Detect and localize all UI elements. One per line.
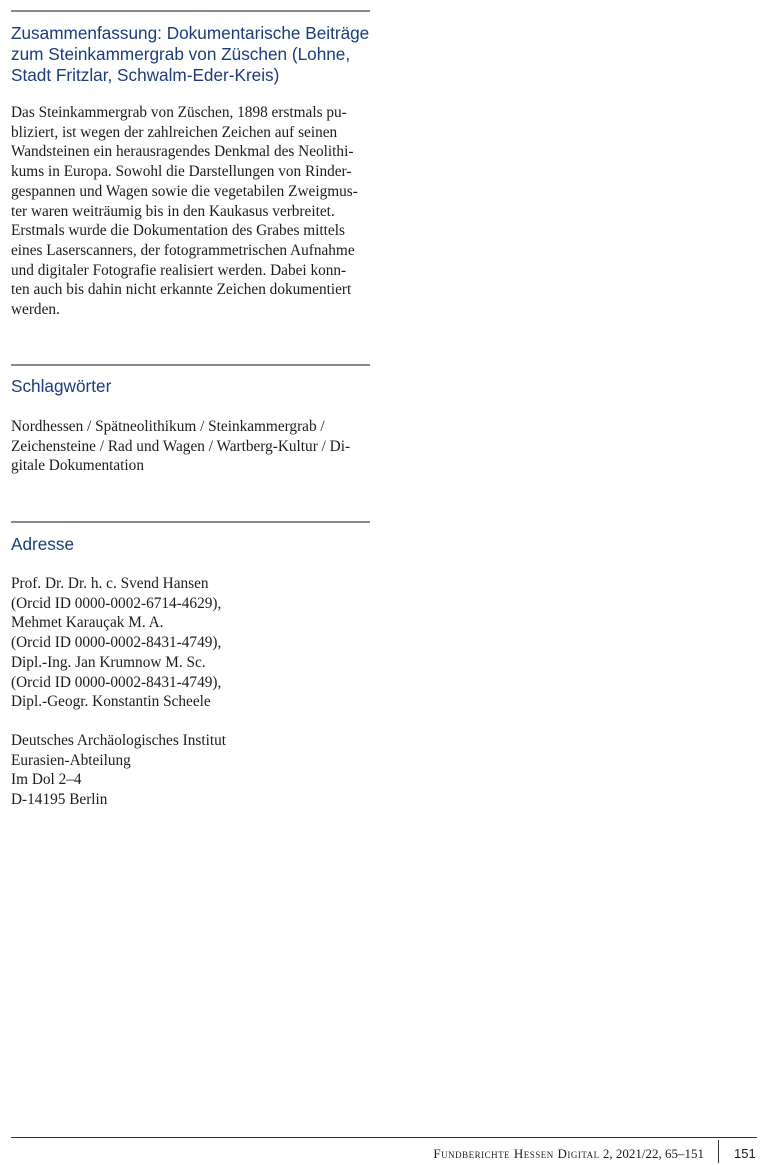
institution-line: Im Dol 2–4 — [11, 771, 82, 789]
summary-line: Erstmals wurde die Dokumentation des Grabes mittels — [11, 222, 345, 240]
author-line: (Orcid ID 0000-0002-6714-4629), — [11, 594, 222, 612]
address-authors — [11, 574, 370, 712]
summary-line: kums in Europa. Sowohl die Darstellungen von Rinder- — [11, 163, 352, 181]
journal-citation: 2, 2021/22, 65–151 — [602, 1146, 704, 1161]
summary-text — [11, 103, 370, 320]
summary-line: Das Steinkammergrab von Züschen, 1898 erstmals pu- — [11, 104, 347, 121]
keywords-text — [11, 417, 370, 476]
journal-name: Fundberichte Hessen Digital — [433, 1146, 600, 1161]
author-line: Prof. Dr. Dr. h. c. Svend Hansen — [11, 575, 209, 592]
summary-line: Wandsteinen ein herausragendes Denkmal des Neolithi- — [11, 143, 354, 161]
author-line: Mehmet Karauçak M. A. — [11, 614, 164, 632]
footer-divider — [11, 1137, 757, 1138]
author-line: Dipl.-Geogr. Konstantin Scheele — [11, 693, 211, 711]
section-divider — [11, 10, 370, 12]
institution-line: Deutsches Archäologisches Institut — [11, 732, 226, 749]
keywords-line: Nordhessen / Spätneolithikum / Steinkammergrab / — [11, 418, 325, 435]
page-number: 151 — [734, 1146, 756, 1161]
section-divider — [11, 364, 370, 366]
summary-line: und digitaler Fotografie realisiert werden. Dabei konn- — [11, 261, 347, 279]
summary-heading: Zusammenfassung: Dokumentarische Beiträge zum Steinkammergrab von Züschen (Lohne, Stadt Fritzlar, Schwalm-Eder-Kreis) — [11, 23, 370, 85]
section-divider — [11, 521, 370, 523]
author-line: (Orcid ID 0000-0002-8431-4749), — [11, 634, 222, 652]
author-line: Dipl.-Ing. Jan Krumnow M. Sc. — [11, 653, 206, 671]
keywords-heading: Schlagwörter — [11, 376, 112, 396]
footer-separator — [718, 1140, 719, 1163]
keywords-line: Zeichensteine / Rad und Wagen / Wartberg-Kultur / Di- — [11, 437, 351, 455]
summary-line: eines Laserscanners, der fotogrammetrischen Aufnahme — [11, 241, 355, 259]
keywords-line: gitale Dokumentation — [11, 457, 144, 475]
institution-line: D-14195 Berlin — [11, 791, 108, 809]
address-heading: Adresse — [11, 534, 75, 554]
institution-line: Eurasien-Abteilung — [11, 751, 131, 769]
summary-line: bliziert, ist wegen der zahlreichen Zeichen auf seinen — [11, 123, 338, 141]
address-institution — [11, 731, 370, 810]
footer-journal-citation — [433, 1146, 704, 1162]
summary-line: ter waren weiträumig bis in den Kaukasus verbreitet. — [11, 202, 335, 220]
summary-line: werden. — [11, 301, 60, 319]
summary-line: gespannen und Wagen sowie die vegetabilen Zweigmus- — [11, 182, 358, 200]
author-line: (Orcid ID 0000-0002-8431-4749), — [11, 673, 222, 691]
summary-line: ten auch bis dahin nicht erkannte Zeichen dokumentiert — [11, 281, 352, 299]
